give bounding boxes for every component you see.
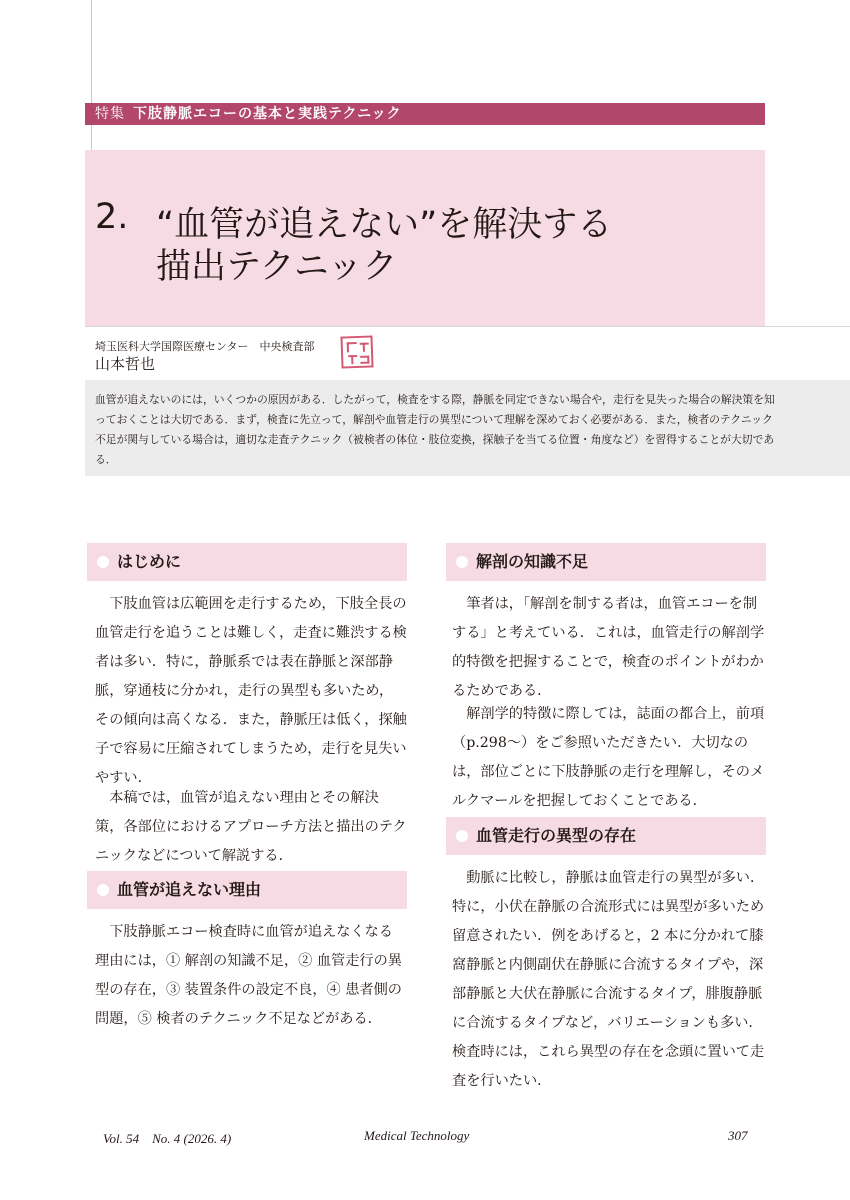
section-heading-introduction [87,543,407,581]
author-affiliation: 埼玉医科大学国際医療センター 中央検査部 [95,340,315,353]
section-heading-text: 解剖の知識不足 [476,552,589,571]
white-circle-icon [456,830,468,842]
white-circle-icon [97,884,109,896]
title-divider [85,326,850,327]
author-seal-stamp [340,335,373,368]
author-name: 山本哲也 [95,355,156,373]
article-number: 2. [95,197,129,237]
feature-banner [85,103,765,125]
footer-journal: Medical Technology [364,1128,470,1143]
paragraph: 下肢血管は広範囲を走行するため，下肢全長の血管走行を追うことは難しく，走査に難渋する検者は多い．特に，静脈系では表在静脈と深部静脈，穿通枝に分かれ，走行の異型も多いため，その傾向は高くなる．また，静脈圧は低く，探触子で容易に圧縮されてしまうため，走行を見失いやすい． [95,596,407,786]
white-circle-icon [97,556,109,568]
section-heading-anatomy [446,543,766,581]
section-heading-text: 血管が追えない理由 [117,880,262,899]
paragraph: 本稿では，血管が追えない理由とその解決策，各部位におけるアプローチ方法と描出のテクニックなどについて解説する． [95,790,407,864]
feature-title: 下肢静脈エコーの基本と実践テクニック [133,106,402,122]
section-heading-text: 血管走行の異型の存在 [476,826,637,845]
paragraph: 筆者は，「解剖を制する者は，血管エコーを制する」と考えている．これは，血管走行の解剖学的特徴を把握することで，検査のポイントがわかるためである． [452,596,765,699]
paragraph: 動脈に比較し，静脈は血管走行の異型が多い．特に，小伏在静脈の合流形式には異型が多いため留意されたい．例をあげると，2 本に分かれて膝窩静脈と内側副伏在静脈に合流するタイプや，深部静脈と大伏在静脈に合流するタイプ，腓腹静脈に合流するタイプなど，バリエーションも多い．検査時には，これら異型の存在を念頭に置いて走査を行いたい． [452,870,765,1089]
section-heading-text: はじめに [117,552,182,571]
section-heading-reasons [87,871,407,909]
paragraph: 下肢静脈エコー検査時に血管が追えなくなる理由には，① 解剖の知識不足，② 血管走行の異型の存在，③ 装置条件の設定不良，④ 患者側の問題，⑤ 検者のテクニック不足などがある． [95,924,402,1027]
article-title-line2: 描出テクニック [156,247,398,287]
footer-page-number: 307 [728,1128,748,1143]
article-title-line1: “血管が追えない”を解決する [156,205,613,245]
feature-label: 特集 [95,106,125,122]
abstract-text: 血管が追えないのには，いくつかの原因がある．したがって，検査をする際，静脈を同定できない場合や，走行を見失った場合の解決策を知っておくことは大切である．まず，検査に先立って，解剖や血管走行の異型について理解を深めておく必要がある．また，検者のテクニック不足が関与している場合は，適切な走査テクニック（被検者の体位・肢位変換，探触子を当てる位置・角度など）を習得することが大切である． [95,393,775,466]
paragraph: 解剖学的特徴に際しては，誌面の都合上，前項（p.298～）をご参照いただきたい．大切なのは，部位ごとに下肢静脈の走行を理解し，そのメルクマールを把握しておくことである． [452,706,765,809]
section-heading-variants [446,817,766,855]
white-circle-icon [456,556,468,568]
footer-volume: Vol. 54 No. 4 (2026. 4) [103,1131,232,1146]
